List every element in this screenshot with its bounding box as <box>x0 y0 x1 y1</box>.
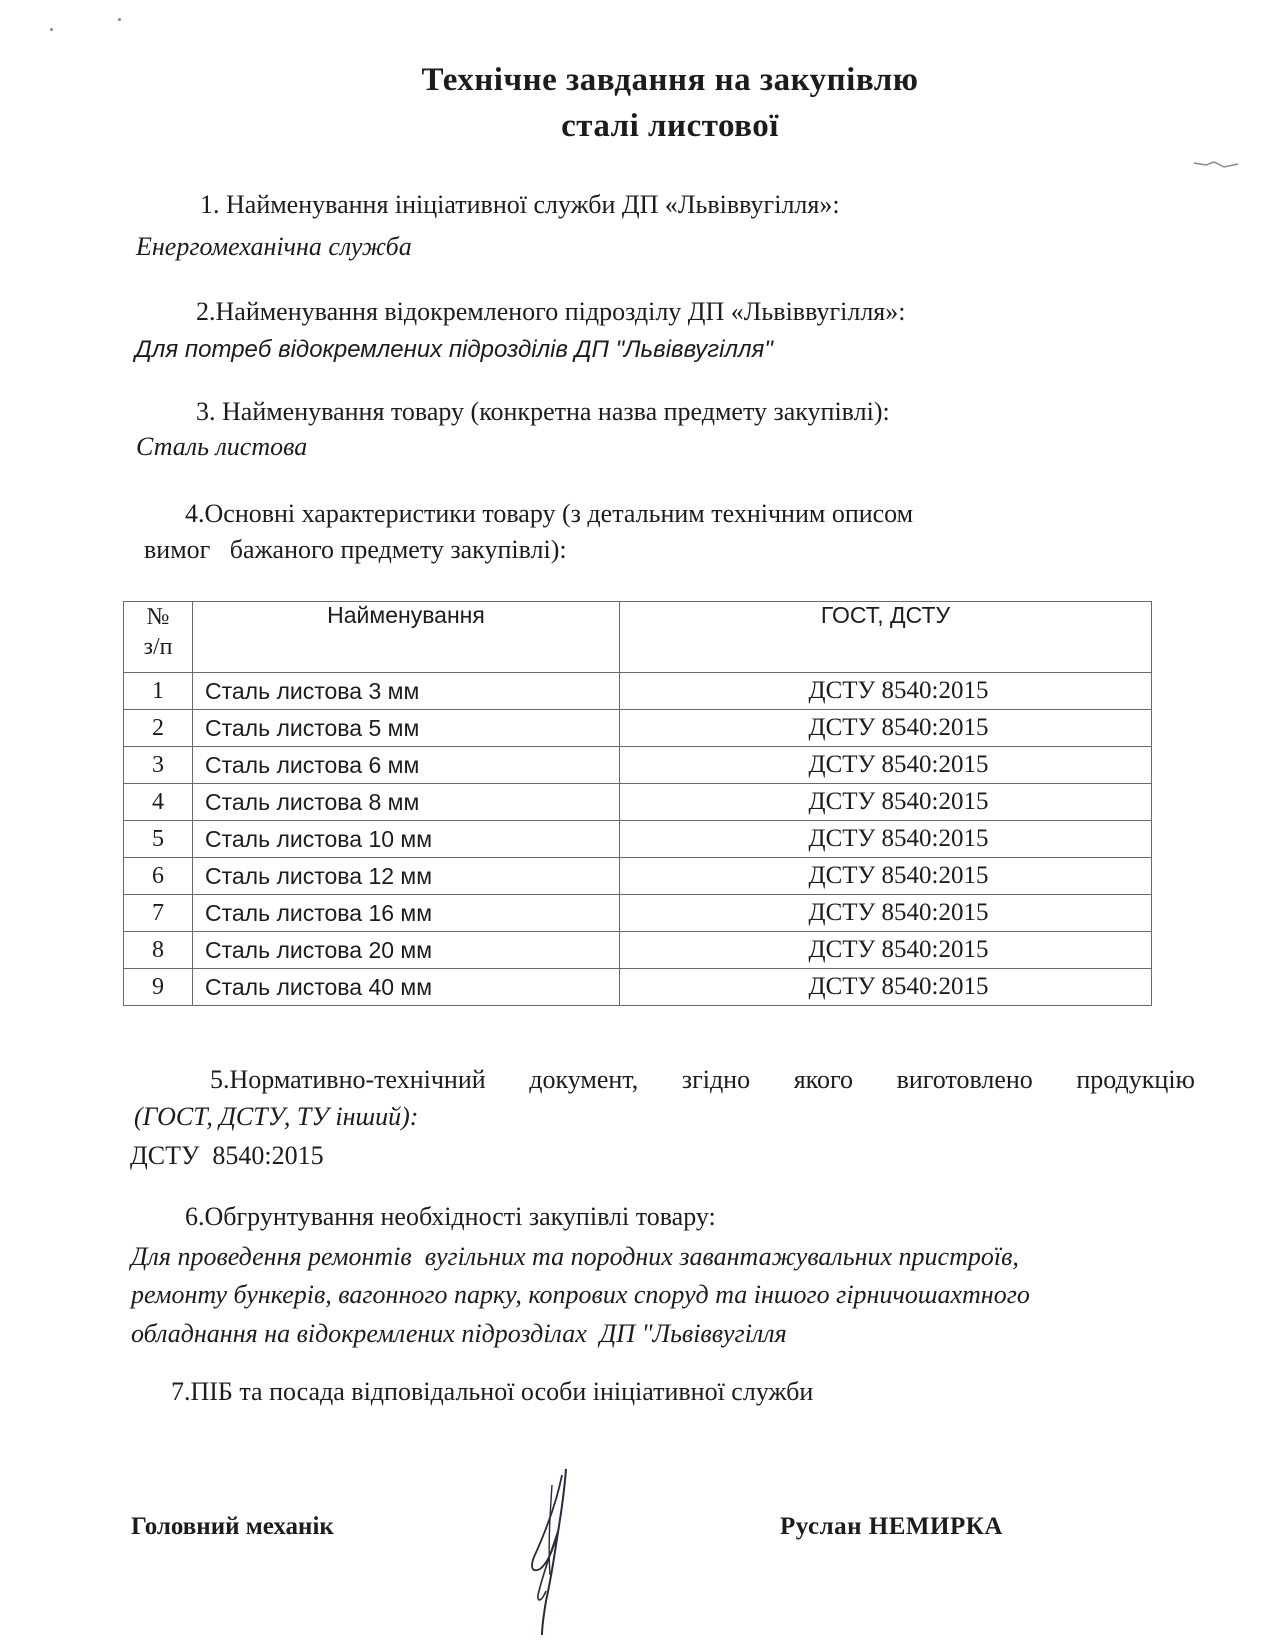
row-name: Сталь листова 8 мм <box>193 784 620 821</box>
signatory-position: Головний механік <box>131 1513 334 1540</box>
section-5-heading-line2: (ГОСТ, ДСТУ, ТУ інший): <box>134 1102 419 1131</box>
row-standard: ДСТУ 8540:2015 <box>620 673 1152 710</box>
section-5-value: ДСТУ 8540:2015 <box>130 1141 324 1170</box>
header-number-line2: з/п <box>143 634 173 660</box>
table-row <box>124 858 1152 895</box>
table-row <box>124 895 1152 932</box>
row-standard: ДСТУ 8540:2015 <box>620 710 1152 747</box>
row-number: 6 <box>124 858 193 895</box>
row-number: 5 <box>124 821 193 858</box>
table-row <box>124 710 1152 747</box>
row-name: Сталь листова 40 мм <box>193 969 620 1006</box>
handwritten-signature <box>520 1465 580 1640</box>
section-7-heading: 7.ПІБ та посада відповідальної особи ініціативної служби <box>171 1377 814 1406</box>
section-3-heading: 3. Найменування товару (конкретна назва предмету закупівлі): <box>196 397 890 426</box>
row-number: 3 <box>124 747 193 784</box>
section-5-word: 5.Нормативно-технічний <box>210 1065 486 1094</box>
row-number: 4 <box>124 784 193 821</box>
row-standard: ДСТУ 8540:2015 <box>620 747 1152 784</box>
row-number: 9 <box>124 969 193 1006</box>
table-row <box>124 821 1152 858</box>
section-5-word: продукцію <box>1076 1065 1195 1094</box>
section-1-heading: 1. Найменування ініціативної служби ДП «Львіввугілля»: <box>200 190 840 219</box>
section-6-heading: 6.Обгрунтування необхідності закупівлі товару: <box>185 1202 716 1231</box>
table-row <box>124 673 1152 710</box>
row-standard: ДСТУ 8540:2015 <box>620 821 1152 858</box>
row-name: Сталь листова 3 мм <box>193 673 620 710</box>
header-name: Найменування <box>193 602 620 673</box>
table-row <box>124 932 1152 969</box>
row-number: 7 <box>124 895 193 932</box>
row-name: Сталь листова 10 мм <box>193 821 620 858</box>
section-2-value: Для потреб відокремлених підрозділів ДП "Львіввугілля" <box>135 336 773 363</box>
row-standard: ДСТУ 8540:2015 <box>620 784 1152 821</box>
row-standard: ДСТУ 8540:2015 <box>620 932 1152 969</box>
specification-table <box>123 601 1152 1006</box>
row-standard: ДСТУ 8540:2015 <box>620 895 1152 932</box>
section-5-word: виготовлено <box>896 1065 1033 1094</box>
header-standard: ГОСТ, ДСТУ <box>620 602 1152 673</box>
header-number-line1: № <box>146 604 170 630</box>
row-number: 8 <box>124 932 193 969</box>
row-standard: ДСТУ 8540:2015 <box>620 969 1152 1006</box>
section-1-value: Енергомеханічна служба <box>136 232 412 261</box>
section-3-value: Сталь листова <box>136 432 308 461</box>
row-standard: ДСТУ 8540:2015 <box>620 858 1152 895</box>
section-6-value-line2: ремонту бункерів, вагонного парку, копрових споруд та іншого гірничошахтного <box>131 1280 1030 1309</box>
table-row <box>124 747 1152 784</box>
table-row <box>124 969 1152 1006</box>
scan-speck <box>118 18 121 21</box>
document-title-line2: сталі листової <box>561 108 779 144</box>
section-6-value-line3: обладнання на відокремлених підрозділах ДП "Львіввугілля <box>131 1319 787 1348</box>
header-number <box>124 602 193 673</box>
section-4-heading-line1: 4.Основні характеристики товару (з детальним технічним описом <box>185 499 914 528</box>
row-number: 1 <box>124 673 193 710</box>
row-name: Сталь листова 6 мм <box>193 747 620 784</box>
document-title-line1: Технічне завдання на закупівлю <box>421 62 919 98</box>
section-5-word: якого <box>793 1065 853 1094</box>
scan-mark-icon <box>1192 157 1240 171</box>
row-name: Сталь листова 5 мм <box>193 710 620 747</box>
section-5-heading-line1 <box>210 1065 1195 1095</box>
table-header-row <box>124 602 1152 673</box>
signatory-name: Руслан НЕМИРКА <box>780 1513 1003 1540</box>
section-5-word: згідно <box>681 1065 751 1094</box>
row-name: Сталь листова 12 мм <box>193 858 620 895</box>
row-name: Сталь листова 16 мм <box>193 895 620 932</box>
section-6-value-line1: Для проведення ремонтів вугільних та породних завантажувальних пристроїв, <box>131 1242 1019 1271</box>
scan-speck <box>50 28 53 31</box>
table-row <box>124 784 1152 821</box>
row-number: 2 <box>124 710 193 747</box>
section-2-heading: 2.Найменування відокремленого підрозділу ДП «Львіввугілля»: <box>196 297 906 326</box>
row-name: Сталь листова 20 мм <box>193 932 620 969</box>
section-4-heading-line2: вимог бажаного предмету закупівлі): <box>144 535 567 564</box>
section-5-word: документ, <box>529 1065 639 1094</box>
